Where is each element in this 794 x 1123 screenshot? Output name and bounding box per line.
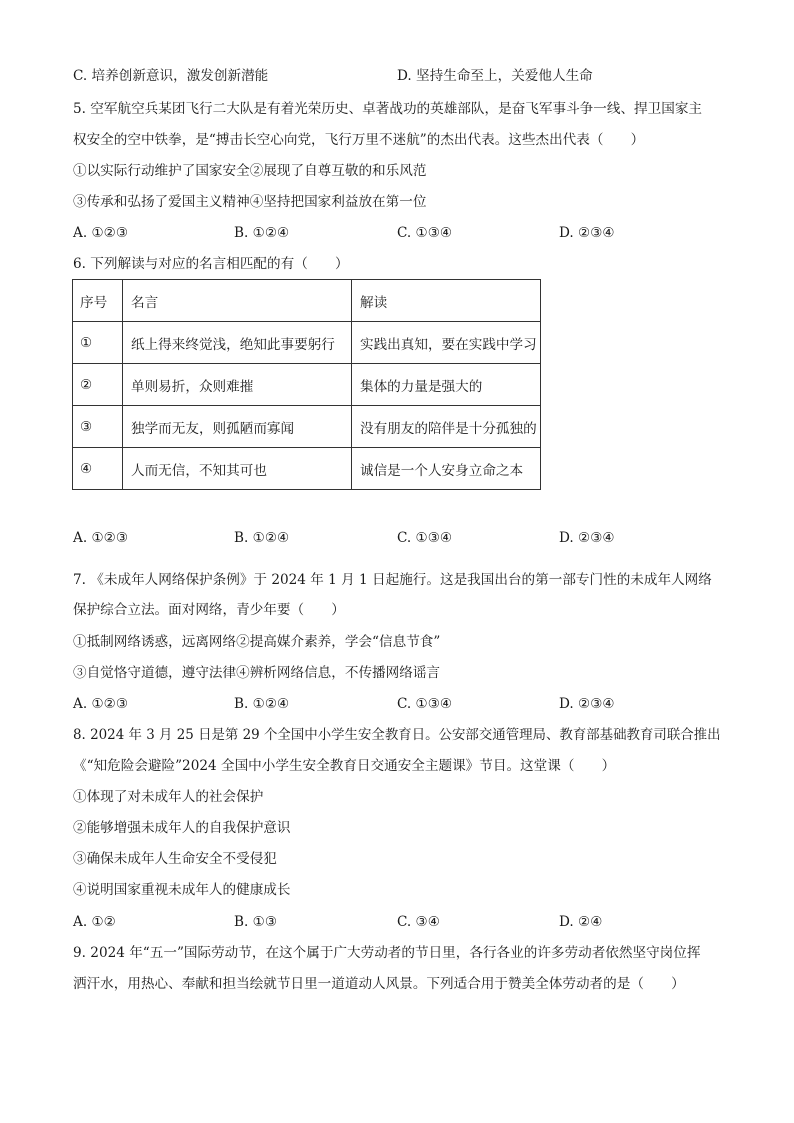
row-index: ①: [73, 322, 123, 364]
row-interpretation: 实践出真知，要在实践中学习: [352, 322, 541, 364]
row-quote: 人而无信，不知其可也: [123, 448, 352, 490]
q4-option-c: C. 培养创新意识，激发创新潜能: [73, 68, 269, 84]
quote-table: [72, 279, 541, 490]
q5-option-a: A. ①②③: [73, 225, 129, 241]
q8-option-b: B. ①③: [234, 914, 278, 930]
q8-option-a: A. ①②: [73, 914, 116, 930]
q8-item-2: ②能够增强未成年人的自我保护意识: [73, 820, 291, 836]
row-quote: 独学而无友，则孤陋而寡闻: [123, 406, 352, 448]
row-quote: 纸上得来终觉浅，绝知此事要躬行: [123, 322, 352, 364]
q4-option-d: D. 坚持生命至上，关爱他人生命: [397, 68, 593, 84]
table-row: [73, 406, 541, 448]
q5-option-d: D. ②③④: [559, 225, 615, 241]
q7-option-d: D. ②③④: [559, 696, 615, 712]
q7-option-c: C. ①③④: [397, 696, 453, 712]
q8-option-d: D. ②④: [559, 914, 603, 930]
q5-item-line-1: ①以实际行动维护了国家安全②展现了自尊互敬的和乐风范: [73, 163, 427, 179]
q8-option-c: C. ③④: [397, 914, 440, 930]
q7-stem-line-1: 7. 《未成年人网络保护条例》于 2024 年 1 月 1 日起施行。这是我国出台的第一部专门性的未成年人网络: [73, 572, 712, 588]
q8-item-3: ③确保未成年人生命安全不受侵犯: [73, 851, 277, 867]
q6-option-d: D. ②③④: [559, 530, 615, 546]
table-header-row: [73, 280, 541, 322]
row-quote: 单则易折，众则难摧: [123, 364, 352, 406]
q7-item-line-2: ③自觉恪守道德，遵守法律④辨析网络信息，不传播网络谣言: [73, 665, 441, 681]
q8-stem-line-2: 《“知危险会避险”2024 全国中小学生安全教育日交通安全主题课》节目。这堂课（ ）: [73, 758, 616, 774]
row-interpretation: 没有朋友的陪伴是十分孤独的: [352, 406, 541, 448]
q6-stem: 6. 下列解读与对应的名言相匹配的有（ ）: [73, 256, 349, 272]
table-row: [73, 364, 541, 406]
q6-option-a: A. ①②③: [73, 530, 129, 546]
q7-option-a: A. ①②③: [73, 696, 129, 712]
header-quote: 名言: [123, 280, 352, 322]
q7-option-b: B. ①②④: [234, 696, 290, 712]
q7-stem-line-2: 保护综合立法。面对网络，青少年要（ ）: [73, 602, 345, 618]
table-row: [73, 322, 541, 364]
row-interpretation: 诚信是一个人安身立命之本: [352, 448, 541, 490]
q5-option-b: B. ①②④: [234, 225, 290, 241]
q6-option-c: C. ①③④: [397, 530, 453, 546]
table-row: [73, 448, 541, 490]
q5-stem-line-2: 权安全的空中铁拳，是“搏击长空心向党，飞行万里不迷航”的杰出代表。这些杰出代表（ ）: [73, 132, 645, 148]
header-interpretation: 解读: [352, 280, 541, 322]
row-index: ④: [73, 448, 123, 490]
q7-item-line-1: ①抵制网络诱惑，远离网络②提高媒介素养，学会“信息节食”: [73, 634, 441, 650]
q6-option-b: B. ①②④: [234, 530, 290, 546]
row-index: ②: [73, 364, 123, 406]
q5-stem-line-1: 5. 空军航空兵某团飞行二大队是有着光荣历史、卓著战功的英雄部队，是奋飞军事斗争一线、捍卫国家主: [73, 101, 703, 117]
q8-item-4: ④说明国家重视未成年人的健康成长: [73, 882, 291, 898]
q5-option-c: C. ①③④: [397, 225, 453, 241]
q8-stem-line-1: 8. 2024 年 3 月 25 日是第 29 个全国中小学生安全教育日。公安部交通管理局、教育部基础教育司联合推出: [73, 727, 721, 743]
header-index: 序号: [73, 280, 123, 322]
row-index: ③: [73, 406, 123, 448]
row-interpretation: 集体的力量是强大的: [352, 364, 541, 406]
q8-item-1: ①体现了对未成年人的社会保护: [73, 789, 264, 805]
q9-stem-line-2: 洒汗水，用热心、奉献和担当绘就节日里一道道动人风景。下列适合用于赞美全体劳动者的是（ ）: [73, 976, 685, 992]
q5-item-line-2: ③传承和弘扬了爱国主义精神④坚持把国家利益放在第一位: [73, 194, 427, 210]
q9-stem-line-1: 9. 2024 年“五一”国际劳动节，在这个属于广大劳动者的节日里，各行各业的许多劳动者依然坚守岗位挥: [73, 945, 701, 961]
